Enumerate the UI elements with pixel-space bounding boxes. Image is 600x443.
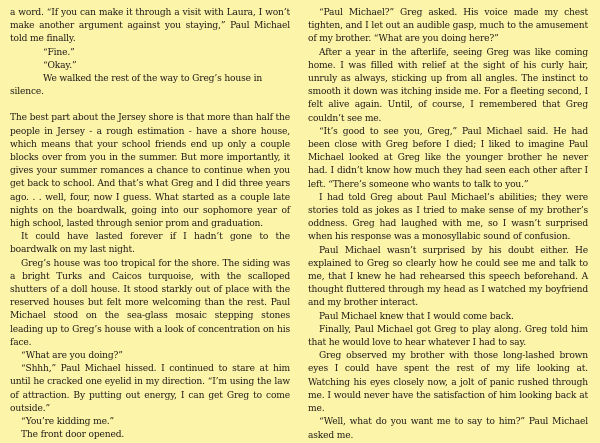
paragraph: It could have lasted forever if I hadn’t gone to the boardwalk on my last night. (10, 232, 290, 256)
paragraph: “Fine.” (43, 47, 75, 58)
paragraph: “Paul Michael?” Greg asked. His voice made my chest tighten, and I let out an audible gasp, much to the amusement of my brother. “What are you doing here?” (308, 8, 588, 45)
paragraph: “You’re kidding me.” (21, 417, 115, 428)
paragraph: “What are you doing?” (21, 351, 123, 362)
paragraph: “It’s good to see you, Greg,” Paul Michael said. He had been close with Greg before I died; I liked to imagine Paul Michael looked at Greg like the younger brother he never had. I didn’t know how much they had seen each other after I left. “There’s someone who wants to talk to you.” (308, 126, 588, 190)
paragraph: “Shhh,” Paul Michael hissed. I continued to stare at him until he cracked one eyelid in my direction. “I’m using the law of attraction. By putting out energy, I can get Greg to come outside.” (10, 364, 290, 414)
paragraph: Paul Michael knew that I would come back. (319, 311, 514, 322)
right-page (308, 7, 588, 443)
paragraph: “Okay.” (43, 60, 77, 71)
paragraph: The front door opened. (21, 430, 125, 441)
paragraph: We walked the rest of the way to Greg’s house in silence. (10, 74, 263, 98)
paragraph: “Well, what do you want me to say to him?” Paul Michael asked me. (308, 417, 588, 441)
paragraph: The best part about the Jersey shore is that more than half the people in Jersey - a rough estimation - have a shore house, which means that your school friends end up only a couple blocks over from you in the summer. But more importantly, it gives your summer romances a chance to continue when you get back to school. And that’s what Greg and I did three years ago. . . well, four, now I guess. What started as a couple late nights on the boardwalk, going into our sophomore year of high school, lasted through senior prom and graduation. (10, 113, 290, 230)
left-page (10, 7, 290, 443)
paragraph: a word. “If you can make it through a visit with Laura, I won’t make another argument against you staying,” Paul Michael told me finally. (10, 8, 290, 45)
paragraph: Paul Michael wasn’t surprised by his doubt either. He explained to Greg so clearly how he could see me and talk to me, that I knew he had rehearsed this speech beforehand. A thought fluttered through my head as I watched my boyfriend and my brother interact. (308, 245, 588, 309)
paragraph: Greg observed my brother with those long-lashed brown eyes I could have spent the rest of my life looking at. Watching his eyes closely now, a jolt of panic rushed through me. I would never have the satisfaction of him looking back at me. (308, 351, 588, 415)
paragraph: I had told Greg about Paul Michael’s abilities; they were stories told as jokes as I tried to make sense of my brother’s oddness. Greg had laughed with me, so I wasn’t surprised when his response was a monosyllabic sound of confusion. (308, 192, 588, 243)
paragraph: Greg’s house was too tropical for the shore. The siding was a bright Turks and Caicos turquoise, with the scalloped shutters of a doll house. It stood starkly out of place with the reserved houses but felt more welcoming than the rest. Paul Michael stood on the sea-glass mosaic stepping stones leading up to Greg’s house with a look of concentration on his face. (10, 258, 290, 348)
paragraph: Finally, Paul Michael got Greg to play along. Greg told him that he would love to hear whatever I had to say. (308, 324, 588, 349)
paragraph: After a year in the afterlife, seeing Greg was like coming home. I was filled with relief at the sight of his curly hair, unruly as always, sticking up from all angles. The instinct to smooth it down was itching inside me. For a fleeting second, I felt alive again. Until, of course, I remembered that Greg couldn’t see me. (308, 47, 588, 124)
